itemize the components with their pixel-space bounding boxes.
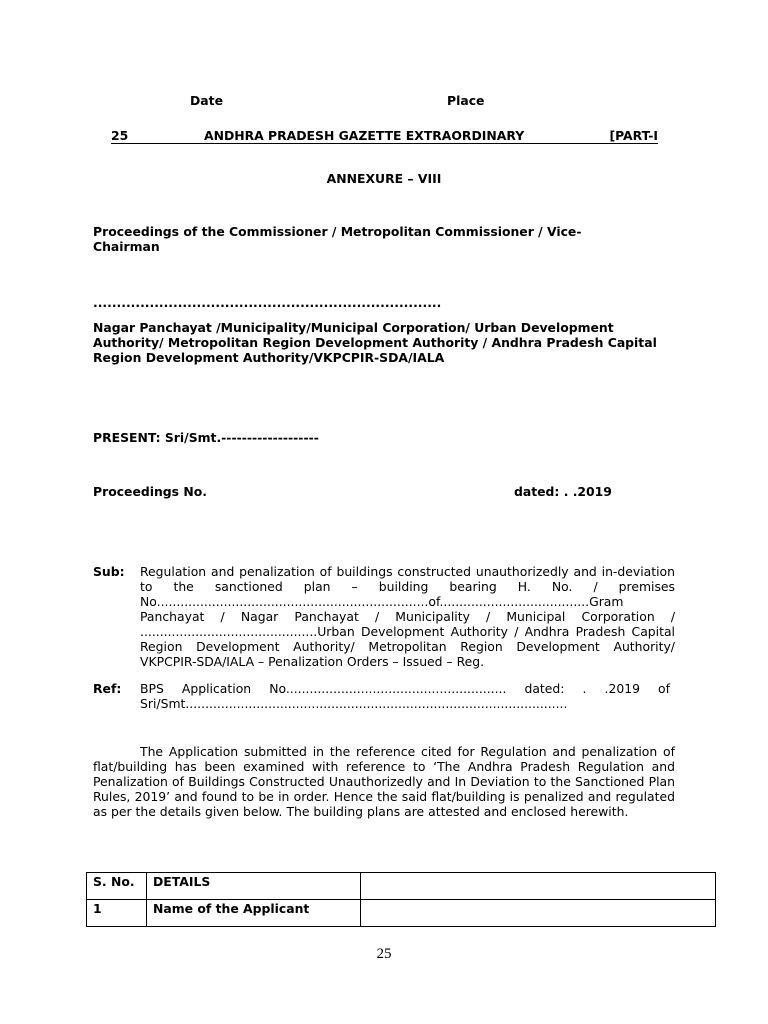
reference-label: Ref: (93, 681, 122, 696)
subject-text: Regulation and penalization of buildings constructed unauthorizedly and in-deviation to the sanctioned plan – building bearing H. No. / premises No.....................................................................of......................................Gram Panchayat / Nagar Panchayat / Municipality / Municipal Corporation / .............................................Urban Development Authority / Andhra Pradesh Capital Region Development Authority/ Metropolitan Region Development Authority/ VKPCPIR-SDA/IALA – Penalization Orders – Issued – Reg. (140, 564, 675, 669)
row-detail: Name of the Applicant (147, 900, 361, 927)
authorities-list: Nagar Panchayat /Municipality/Municipal Corporation/ Urban Development Authority/ Metropolitan Region Development Authority / Andhra Pradesh Capital Region Development Authority/VKPCPIR-SDA/IALA (93, 320, 657, 365)
details-table (86, 872, 716, 927)
annexure-heading: ANNEXURE – VIII (326, 171, 442, 186)
table-row (87, 900, 716, 927)
row-value (361, 900, 716, 927)
proceedings-number: Proceedings No. (93, 484, 207, 499)
header-value (361, 873, 716, 900)
page-number: 25 (376, 946, 392, 962)
header-details: DETAILS (147, 873, 361, 900)
gazette-title: ANDHRA PRADESH GAZETTE EXTRAORDINARY (204, 128, 525, 143)
header-sno: S. No. (87, 873, 147, 900)
subject-label: Sub: (93, 564, 125, 579)
gazette-page-number: 25 (111, 128, 129, 143)
reference-text: BPS Application No........................................................ dated: . .2019 of Sri/Smt................................................................................................. (140, 681, 670, 711)
gazette-part: [PART-I (609, 128, 658, 143)
body-paragraph: The Application submitted in the reference cited for Regulation and penalization of flat/building has been examined with reference to ‘The Andhra Pradesh Regulation and Penalization of Buildings Constructed Unauthorizedly and In Deviation to the Sanctioned Plan Rules, 2019’ and found to be in order. Hence the said flat/building is penalized and regulated as per the details given below. The building plans are attested and enclosed herewith. (93, 744, 675, 819)
dotted-line: .......................................................................... (93, 295, 442, 310)
date-label: Date (190, 93, 223, 108)
place-label: Place (447, 93, 485, 108)
proceedings-dated: dated: . .2019 (514, 484, 612, 499)
present-line: PRESENT: Sri/Smt.------------------- (93, 430, 319, 445)
proceedings-title: Proceedings of the Commissioner / Metropolitan Commissioner / Vice-Chairman (93, 224, 582, 254)
row-sno: 1 (87, 900, 147, 927)
gazette-header (111, 128, 658, 144)
table-header-row (87, 873, 716, 900)
